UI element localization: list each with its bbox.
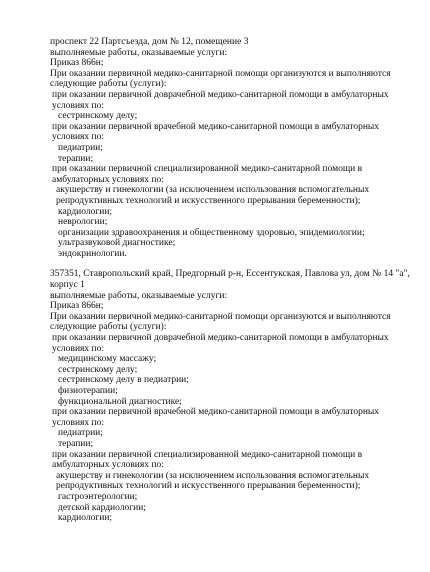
list-item: педиатрии; — [58, 142, 103, 153]
document-page — [50, 37, 410, 524]
list-item: детской кардиологии; — [58, 502, 146, 513]
list-item: ультразвуковой диагностике; — [58, 238, 176, 249]
list-item: кардиологии; — [58, 206, 113, 217]
list-item: терапии; — [58, 153, 94, 164]
services-heading: выполняемые работы, оказываемые услуги: — [50, 47, 228, 58]
list-item: акушерству и гинекологии (за исключением использования вспомогательных репродуктивных технологий и искусственного прерывания беременности); — [56, 470, 370, 492]
order-line: Приказ 866н; — [50, 58, 104, 69]
section-title: при оказании первичной врачебной медико-санитарной помощи в амбулаторных условиях по: — [52, 407, 380, 428]
list-item: неврологии; — [58, 217, 108, 228]
intro-text: При оказании первичной медико-санитарной помощи организуются и выполняются следующие работы (услуги): — [50, 68, 391, 90]
address-line: 357351, Ставропольский край, Предгорный р-н, Ессентукская, Павлова ул, дом № 14 "а", корпус 1 — [50, 269, 410, 291]
list-item: гастроэнтерологии; — [58, 491, 138, 502]
list-item: педиатрии; — [58, 428, 103, 439]
intro-text: При оказании первичной медико-санитарной помощи организуются и выполняются следующие работы (услуги): — [50, 311, 391, 333]
license-block-1 — [50, 37, 410, 259]
section-title: при оказании первичной специализированной медико-санитарной помощи в амбулаторных условиях по: — [52, 164, 363, 185]
list-item: эндокринологии. — [58, 248, 127, 259]
section-title: при оказании первичной доврачебной медико-санитарной помощи в амбулаторных условиях по: — [52, 89, 389, 111]
section-title: при оказании первичной специализированной медико-санитарной помощи в амбулаторных условиях по: — [52, 449, 363, 471]
order-line: Приказ 866н; — [50, 301, 104, 312]
list-item: сестринскому делу; — [58, 364, 138, 375]
services-heading: выполняемые работы, оказываемые услуги: — [50, 290, 228, 301]
list-item: физиотерапии; — [58, 386, 118, 396]
list-item: терапии; — [58, 438, 94, 449]
list-item: акушерству и гинекологии (за исключением использования вспомогательных репродуктивных технологий и искусственного прерывания беременности); — [56, 185, 370, 206]
list-item: функциональной диагностике; — [58, 396, 182, 407]
list-item: сестринскому делу в педиатрии; — [58, 375, 189, 386]
list-item: кардиологии; — [58, 513, 113, 524]
address-line: проспект 22 Партсъезда, дом № 12, помещение 3 — [50, 37, 249, 47]
list-item: сестринскому делу; — [58, 111, 138, 122]
block-spacer — [50, 259, 410, 269]
list-item: организации здравоохранения и общественному здоровью, эпидемиологии; — [58, 227, 365, 238]
section-title: при оказании первичной врачебной медико-санитарной помощи в амбулаторных условиях по: — [52, 121, 380, 143]
license-block-2 — [50, 269, 410, 523]
section-title: при оказании первичной доврачебной медико-санитарной помощи в амбулаторных условиях по: — [52, 333, 389, 354]
list-item: медицинскому массажу; — [58, 354, 157, 365]
